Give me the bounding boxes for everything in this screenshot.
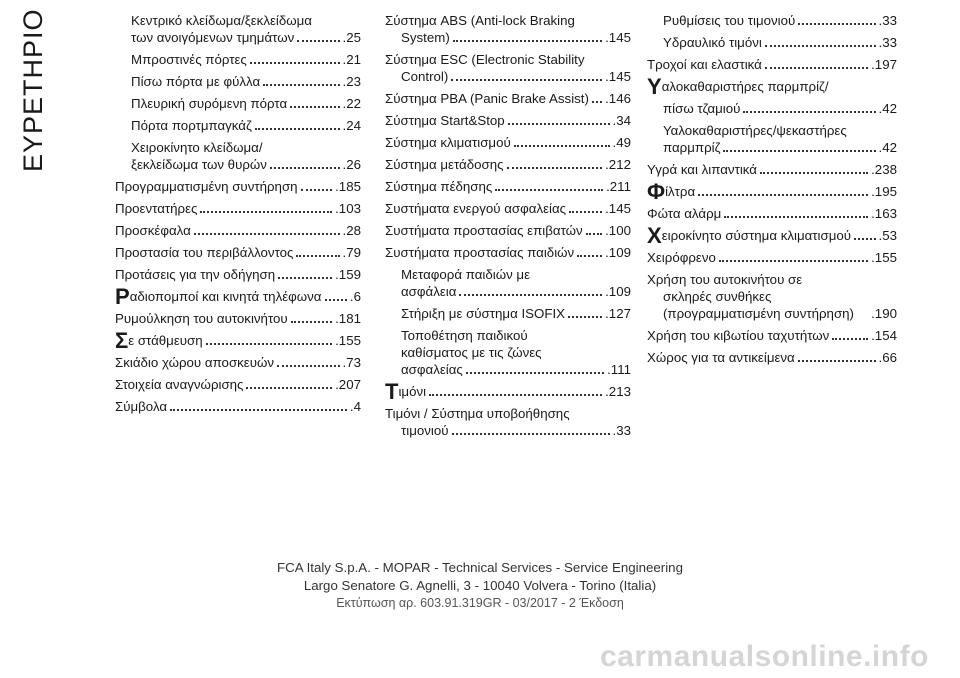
page-number: .145 xyxy=(605,30,631,45)
index-entry xyxy=(385,305,631,322)
entry-label: Σύστημα πέδησης xyxy=(385,179,493,194)
page-number: .33 xyxy=(612,423,631,438)
entry-label: Πλευρική συρόμενη πόρτα xyxy=(131,96,288,111)
leader-dots xyxy=(270,167,340,169)
index-entry xyxy=(647,179,897,204)
page-number: .73 xyxy=(342,355,361,370)
entry-label: Στήριξη με σύστημα ISOFIX xyxy=(401,306,566,321)
index-entry xyxy=(115,266,361,283)
page-number: .6 xyxy=(349,289,361,304)
page-number: .155 xyxy=(335,333,361,348)
entry-label: Σκιάδιο χώρου αποσκευών xyxy=(115,355,275,370)
page-number: .238 xyxy=(871,162,897,177)
entry-label: σκληρές συνθήκες xyxy=(663,289,772,304)
entry-label: Στοιχεία αναγνώρισης xyxy=(115,377,244,392)
entry-label: αδιοπομποί και κινητά τηλέφωνα xyxy=(129,289,322,304)
index-entry xyxy=(647,349,897,366)
entry-label: ασφάλεια xyxy=(401,284,457,299)
entry-label: Χρήση του κιβωτίου ταχυτήτων xyxy=(647,328,830,343)
entry-label: Ρυθμίσεις του τιμονιού xyxy=(663,13,796,28)
index-entry xyxy=(647,56,897,73)
index-entry xyxy=(647,271,897,322)
index-column-3 xyxy=(647,12,897,371)
watermark: carmanualsonline.info xyxy=(600,640,929,673)
page-number: .22 xyxy=(342,96,361,111)
leader-dots xyxy=(301,189,333,191)
section-title-text: ΕΥΡΕΤΗΡΙΟ xyxy=(18,8,48,172)
page-number: .23 xyxy=(342,74,361,89)
leader-dots xyxy=(798,360,876,362)
page-number: .213 xyxy=(605,384,631,399)
page-number: .33 xyxy=(878,35,897,50)
leader-dots xyxy=(743,111,875,113)
section-title-vertical xyxy=(12,8,52,172)
page-number: .212 xyxy=(605,157,631,172)
page-number: .28 xyxy=(342,223,361,238)
page-number: .197 xyxy=(871,57,897,72)
page-number: .195 xyxy=(871,184,897,199)
page-number: .154 xyxy=(871,328,897,343)
index-entry xyxy=(385,379,631,404)
page-number: .127 xyxy=(605,306,631,321)
index-entry xyxy=(115,244,361,261)
leader-dots xyxy=(568,316,602,318)
entry-label: ειροκίνητο σύστημα κλιματισμού xyxy=(661,228,852,243)
entry-label: Υδραυλικό τιμόνι xyxy=(663,35,762,50)
leader-dots xyxy=(200,211,332,213)
entry-label: Προσκέφαλα xyxy=(115,223,191,238)
page-number: .190 xyxy=(871,306,897,321)
page-number: .145 xyxy=(605,69,631,84)
page-number: .53 xyxy=(878,228,897,243)
index-entry xyxy=(115,328,361,353)
index-entry xyxy=(385,178,631,195)
index-entry xyxy=(647,205,897,222)
section-initial-letter: Χ xyxy=(647,223,662,248)
index-entry xyxy=(115,178,361,195)
page-number: .42 xyxy=(878,101,897,116)
entry-label: (προγραμματισμένη συντήρηση) xyxy=(663,306,854,321)
page-number: .79 xyxy=(342,245,361,260)
index-entry xyxy=(385,112,631,129)
leader-dots xyxy=(429,394,602,396)
index-entry xyxy=(115,117,361,134)
leader-dots xyxy=(514,145,610,147)
index-entry xyxy=(647,223,897,248)
footer-company: FCA Italy S.p.A. - MOPAR - Technical Services - Service Engineering xyxy=(277,560,683,575)
entry-label: Προστασία του περιβάλλοντος xyxy=(115,245,294,260)
entry-label: Χειρόφρενο xyxy=(647,250,716,265)
leader-dots xyxy=(569,211,602,213)
index-entry xyxy=(115,376,361,393)
entry-label: Μεταφορά παιδιών με xyxy=(401,267,531,282)
entry-label: Συστήματα προστασίας παιδιών xyxy=(385,245,575,260)
index-column-1 xyxy=(115,12,361,420)
page-number: .185 xyxy=(335,179,361,194)
index-entry xyxy=(647,34,897,51)
index-entry xyxy=(115,73,361,90)
entry-label: Υγρά και λιπαντικά xyxy=(647,162,757,177)
leader-dots xyxy=(724,216,868,218)
page-number: .155 xyxy=(871,250,897,265)
index-entry xyxy=(115,354,361,371)
page-number: .207 xyxy=(335,377,361,392)
index-entry xyxy=(647,327,897,344)
section-initial-letter: Φ xyxy=(647,179,666,204)
leader-dots xyxy=(291,321,332,323)
leader-dots xyxy=(453,40,602,42)
leader-dots xyxy=(250,62,340,64)
page-number: .49 xyxy=(612,135,631,150)
leader-dots xyxy=(325,299,347,301)
leader-dots xyxy=(255,128,340,130)
page-number: .100 xyxy=(605,223,631,238)
index-entry xyxy=(115,95,361,112)
entry-label: Προγραμματισμένη συντήρηση xyxy=(115,179,298,194)
entry-label: αλοκαθαριστήρες παρμπρίζ/ xyxy=(661,79,829,94)
entry-label: Συστήματα ενεργού ασφαλείας xyxy=(385,201,567,216)
page-number: .145 xyxy=(605,201,631,216)
page-number: .103 xyxy=(335,201,361,216)
index-entry xyxy=(647,100,897,117)
leader-dots xyxy=(296,255,339,257)
entry-label: System) xyxy=(401,30,450,45)
entry-label: πίσω τζαμιού xyxy=(663,101,741,116)
index-entry xyxy=(647,249,897,266)
page-number: .24 xyxy=(342,118,361,133)
page-number: .109 xyxy=(605,284,631,299)
entry-label: Χειροκίνητο κλείδωμα/ xyxy=(131,140,263,155)
index-entry xyxy=(385,266,631,300)
page-number: .25 xyxy=(342,30,361,45)
index-entry xyxy=(115,200,361,217)
leader-dots xyxy=(206,343,332,345)
leader-dots xyxy=(507,167,603,169)
leader-dots xyxy=(290,106,339,108)
entry-label: Προτάσεις για την οδήγηση xyxy=(115,267,276,282)
page-number: .109 xyxy=(605,245,631,260)
index-entry xyxy=(385,222,631,239)
entry-label: των ανοιγόμενων τμημάτων xyxy=(131,30,295,45)
entry-label: Υαλοκαθαριστήρες/ψεκαστήρες xyxy=(663,123,847,138)
leader-dots xyxy=(698,194,868,196)
index-entry xyxy=(115,222,361,239)
section-initial-letter: Σ xyxy=(115,328,129,353)
index-entry xyxy=(647,161,897,178)
entry-label: ίλτρα xyxy=(665,184,696,199)
leader-dots xyxy=(466,372,604,374)
section-initial-letter: Ρ xyxy=(115,284,130,309)
index-entry xyxy=(385,51,631,85)
section-initial-letter: Τ xyxy=(385,379,399,404)
index-entry xyxy=(385,12,631,46)
entry-label: Σύστημα ESC (Electronic Stability xyxy=(385,52,585,67)
footer-address: Largo Senatore G. Agnelli, 3 - 10040 Volvera - Torino (Italia) xyxy=(303,578,657,593)
entry-label: ασφαλείας xyxy=(401,362,463,377)
footer-print-info: Εκτύπωση αρ. 603.91.319GR - 03/2017 - 2 Έκδοση xyxy=(336,596,624,610)
entry-label: Πίσω πόρτα με φύλλα xyxy=(131,74,261,89)
leader-dots xyxy=(832,338,868,340)
index-entry xyxy=(385,156,631,173)
index-entry xyxy=(115,139,361,173)
index-entry xyxy=(115,310,361,327)
entry-label: Πόρτα πορτμπαγκάζ xyxy=(131,118,252,133)
entry-label: Μπροστινές πόρτες xyxy=(131,52,247,67)
page-number: .111 xyxy=(607,362,631,377)
leader-dots xyxy=(586,233,602,235)
leader-dots xyxy=(263,84,339,86)
page-number: .33 xyxy=(878,13,897,28)
index-entry xyxy=(647,12,897,29)
entry-label: Σύστημα Start&Stop xyxy=(385,113,505,128)
leader-dots xyxy=(508,123,610,125)
page-number: .42 xyxy=(878,140,897,155)
entry-label: Τιμόνι / Σύστημα υποβοήθησης xyxy=(385,406,570,421)
leader-dots xyxy=(760,172,868,174)
index-entry xyxy=(385,244,631,261)
entry-label: Χώρος για τα αντικείμενα xyxy=(647,350,795,365)
entry-label: Χρήση του αυτοκινήτου σε xyxy=(647,272,803,287)
index-entry xyxy=(115,284,361,309)
entry-label: Ρυμούλκηση του αυτοκινήτου xyxy=(115,311,288,326)
entry-label: Τροχοί και ελαστικά xyxy=(647,57,762,72)
entry-label: Σύστημα κλιματισμού xyxy=(385,135,511,150)
page-number: .146 xyxy=(605,91,631,106)
entry-label: ε στάθμευση xyxy=(128,333,203,348)
page-number: .4 xyxy=(349,399,361,414)
entry-label: Control) xyxy=(401,69,449,84)
leader-dots xyxy=(854,238,875,240)
leader-dots xyxy=(278,277,332,279)
leader-dots xyxy=(451,79,602,81)
page-number: .211 xyxy=(606,179,631,194)
leader-dots xyxy=(719,260,868,262)
index-entry xyxy=(647,74,897,99)
page-number: .21 xyxy=(342,52,361,67)
page-number: .159 xyxy=(335,267,361,282)
leader-dots xyxy=(246,387,332,389)
leader-dots xyxy=(723,150,875,152)
index-entry xyxy=(385,327,631,378)
index-entry xyxy=(385,90,631,107)
leader-dots xyxy=(170,409,347,411)
entry-label: Σύστημα PBA (Panic Brake Assist) xyxy=(385,91,589,106)
index-entry xyxy=(115,12,361,46)
entry-label: ξεκλείδωμα των θυρών xyxy=(131,157,267,172)
leader-dots xyxy=(577,255,602,257)
index-entry xyxy=(385,134,631,151)
entry-label: Σύστημα ABS (Anti-lock Braking xyxy=(385,13,575,28)
leader-dots xyxy=(765,45,876,47)
index-entry xyxy=(115,51,361,68)
leader-dots xyxy=(592,101,602,103)
leader-dots xyxy=(459,294,602,296)
index-column-2 xyxy=(385,12,631,444)
leader-dots xyxy=(765,67,868,69)
leader-dots xyxy=(297,40,339,42)
index-entry xyxy=(647,122,897,156)
entry-label: Προεντατήρες xyxy=(115,201,198,216)
entry-label: Τοποθέτηση παιδικού xyxy=(401,328,528,343)
leader-dots xyxy=(452,433,610,435)
page-number: .181 xyxy=(335,311,361,326)
leader-dots xyxy=(495,189,603,191)
page-number: .163 xyxy=(871,206,897,221)
leader-dots xyxy=(194,233,340,235)
entry-label: παρμπρίζ xyxy=(663,140,721,155)
entry-label: ιμόνι xyxy=(398,384,427,399)
index-entry xyxy=(385,405,631,439)
entry-label: Σύμβολα xyxy=(115,399,168,414)
index-entry xyxy=(115,398,361,415)
section-initial-letter: Υ xyxy=(647,74,662,99)
entry-label: Κεντρικό κλείδωμα/ξεκλείδωμα xyxy=(131,13,312,28)
entry-label: τιμονιού xyxy=(401,423,449,438)
leader-dots xyxy=(798,23,875,25)
page-number: .26 xyxy=(342,157,361,172)
page-number: .66 xyxy=(878,350,897,365)
index-entry xyxy=(385,200,631,217)
page-number: .34 xyxy=(612,113,631,128)
entry-label: Φώτα αλάρμ xyxy=(647,206,722,221)
entry-label: Σύστημα μετάδοσης xyxy=(385,157,504,172)
entry-label: καθίσματος με τις ζώνες xyxy=(401,345,542,360)
entry-label: Συστήματα προστασίας επιβατών xyxy=(385,223,583,238)
leader-dots xyxy=(277,365,339,367)
